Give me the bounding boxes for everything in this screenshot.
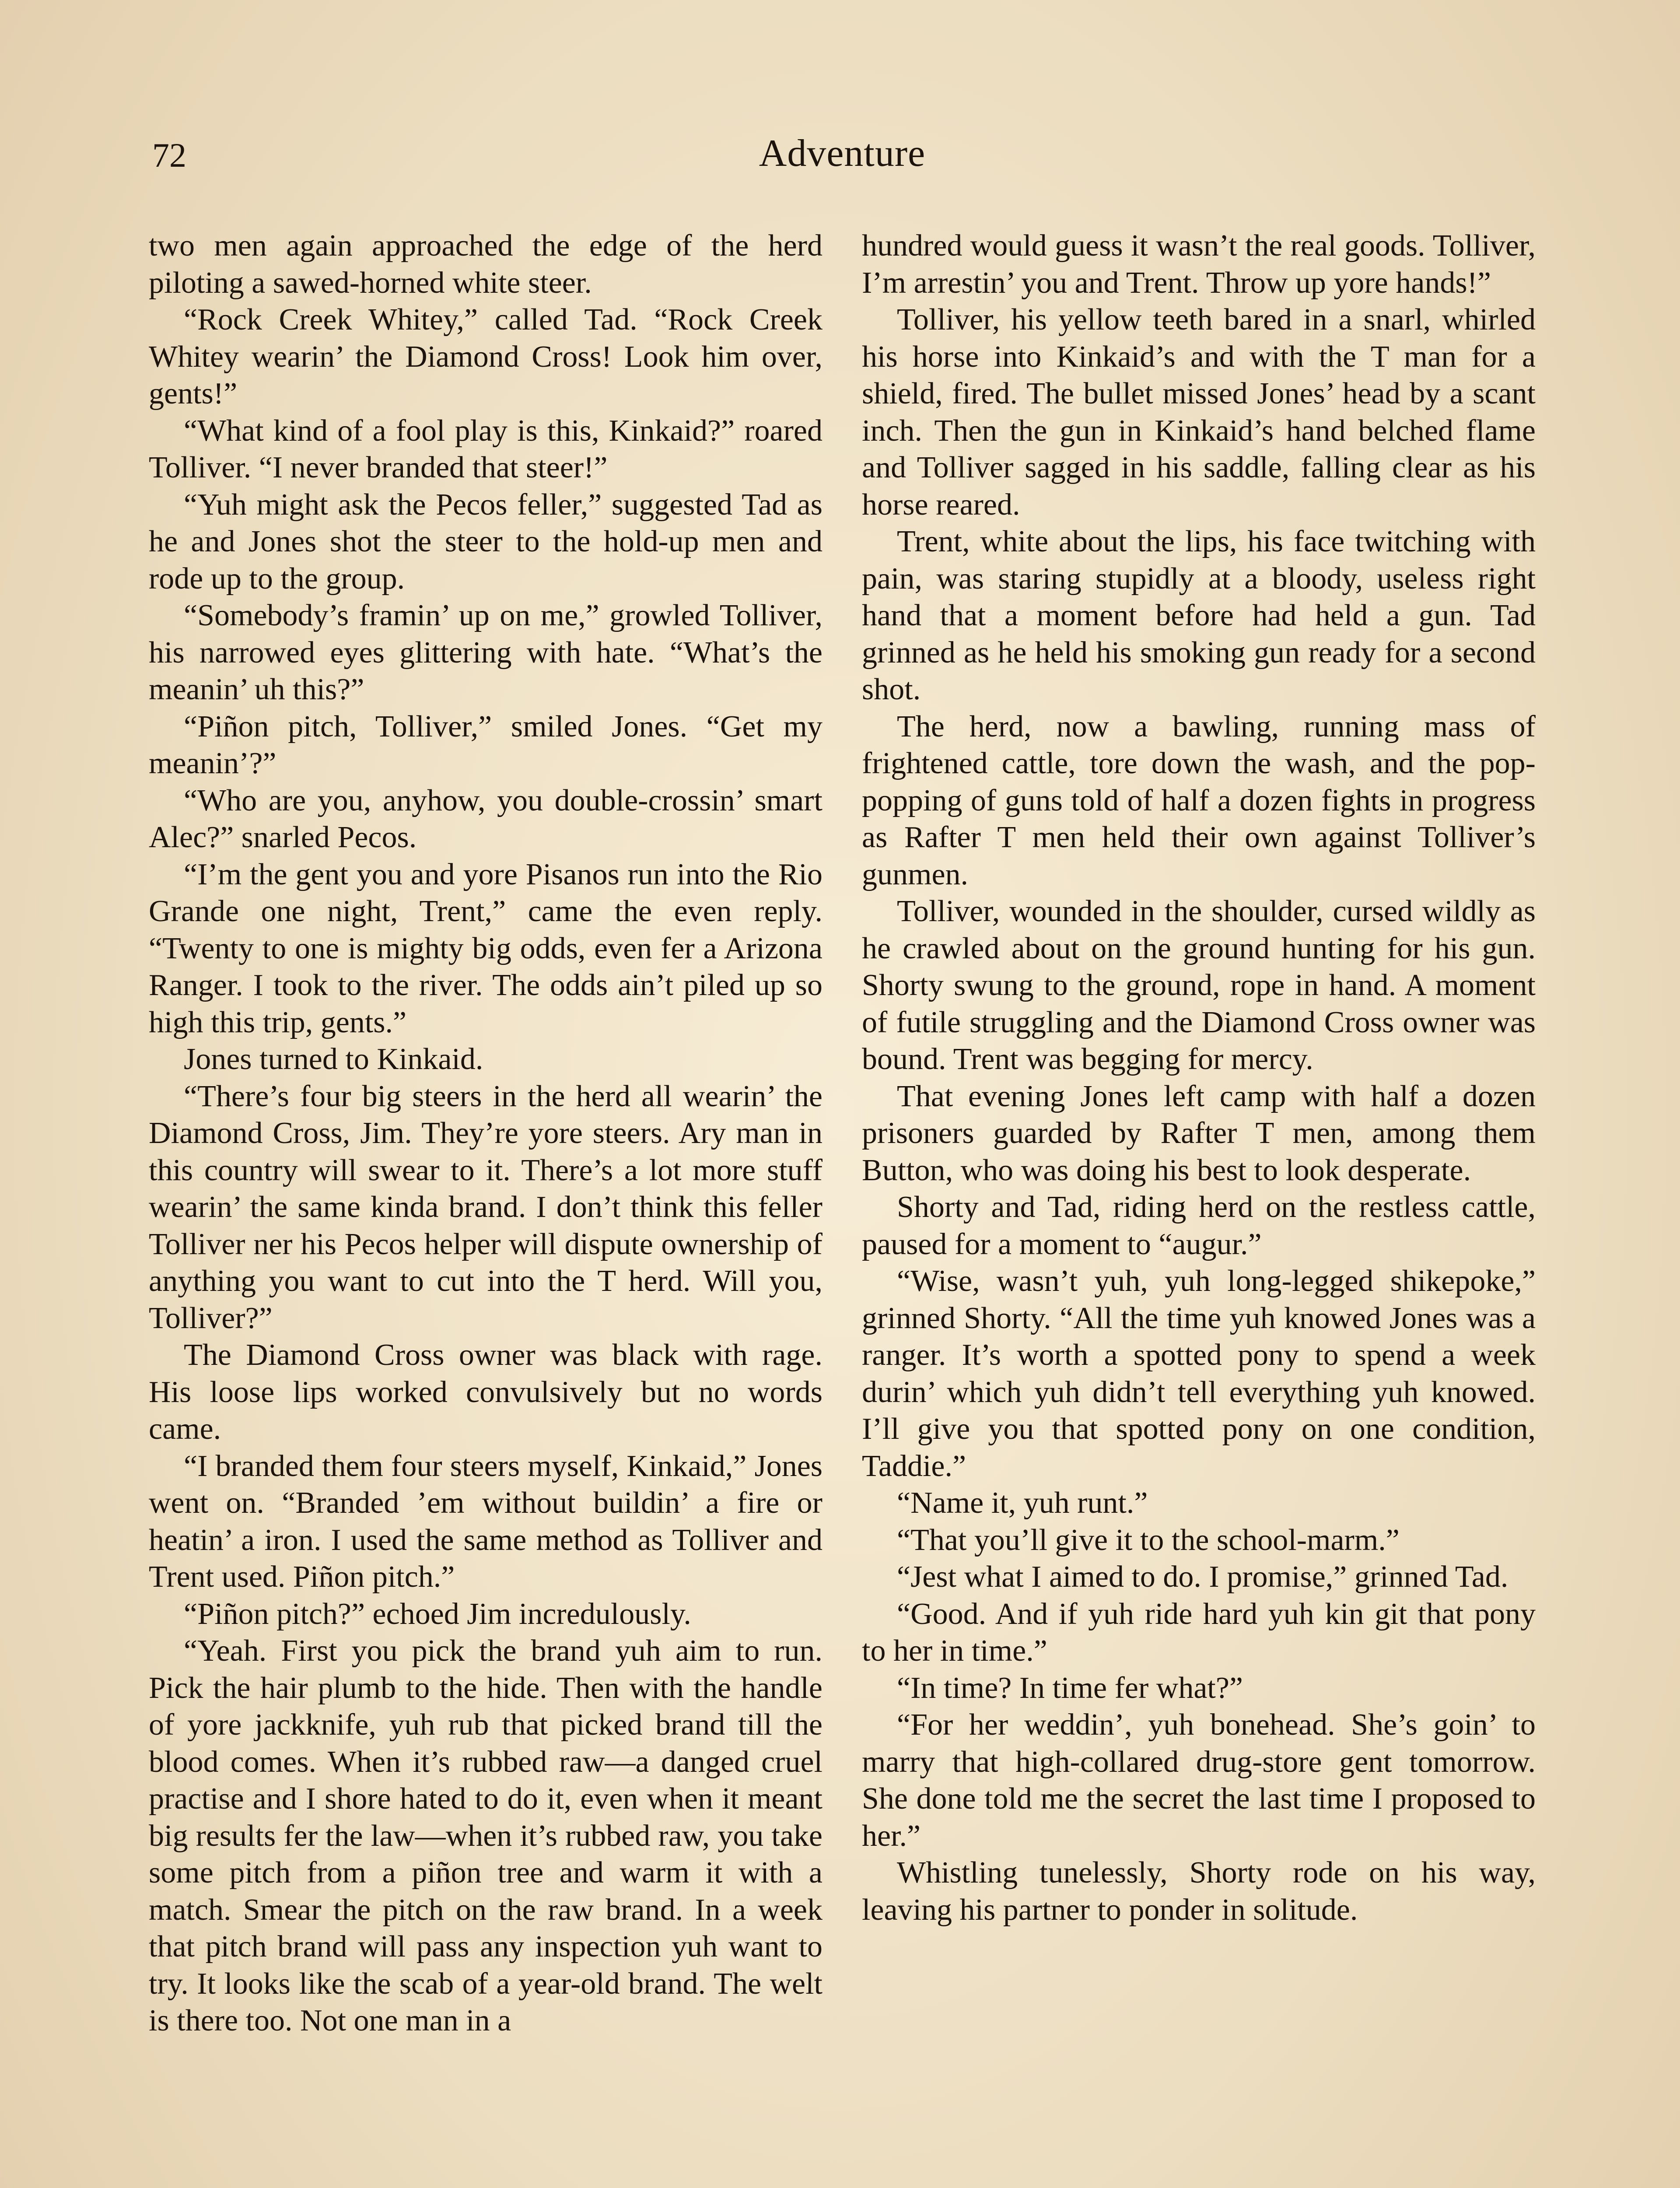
paragraph: “Good. And if yuh ride hard yuh kin git that pony to her in time.” xyxy=(862,1597,1536,1668)
paragraph: “Somebody’s framin’ up on me,” growled Tolliver, his narrowed eyes glittering with hate. “What’s the meanin’ uh this?” xyxy=(149,599,822,706)
paragraph: “Jest what I aimed to do. I promise,” grinned Tad. xyxy=(897,1560,1508,1594)
paragraph: “Piñon pitch?” echoed Jim incredulously. xyxy=(184,1597,691,1631)
paragraph: “I branded them four steers myself, Kinkaid,” Jones went on. “Branded ’em without buildin’ a fire or heatin’ a iron. I used the same method as Tolliver and Trent used. Piñon pitch.” xyxy=(149,1449,822,1594)
paragraph: “Name it, yuh runt.” xyxy=(897,1486,1148,1520)
paragraph: Tolliver, wounded in the shoulder, cursed wildly as he crawled about on the ground hunting for his gun. Shorty swung to the ground, rope in hand. A moment of futile struggling and the Diamond Cross owner was bound. Trent was begging for mercy. xyxy=(862,894,1536,1076)
paragraph: “That you’ll give it to the school-marm.” xyxy=(897,1523,1400,1557)
paragraph: “Piñon pitch, Tolliver,” smiled Jones. “Get my meanin’?” xyxy=(149,709,822,780)
paragraph: “There’s four big steers in the herd all wearin’ the Diamond Cross, Jim. They’re yore steers. Ary man in this country will swear to it. There’s a lot more stuff wearin’ the same kinda brand. I don’t think this feller Tolliver ner his Pecos helper will dispute ownership of anything you want to cut into the T herd. Will you, Tolliver?” xyxy=(149,1079,822,1335)
paragraph: Trent, white about the lips, his face twitching with pain, was staring stupidly at a bloody, useless right hand that a moment before had held a gun. Tad grinned as he held his smoking gun ready for a second shot. xyxy=(862,525,1536,706)
page-number: 72 xyxy=(152,136,186,174)
paragraph: Whistling tunelessly, Shorty rode on his way, leaving his partner to ponder in solitude. xyxy=(862,1856,1536,1927)
paragraph: “Yuh might ask the Pecos feller,” suggested Tad as he and Jones shot the steer to the hold-up men and rode up to the group. xyxy=(149,487,822,596)
paragraph: “Who are you, anyhow, you double-crossin’ smart Alec?” snarled Pecos. xyxy=(149,783,822,854)
left-column xyxy=(149,228,822,2188)
page-header xyxy=(144,131,1540,188)
paragraph: “In time? In time fer what?” xyxy=(897,1671,1243,1705)
running-title: Adventure xyxy=(759,132,926,175)
paragraph: “What kind of a fool play is this, Kinkaid?” roared Tolliver. “I never branded that steer!” xyxy=(149,414,822,484)
paragraph: Jones turned to Kinkaid. xyxy=(184,1042,483,1076)
paragraph: “I’m the gent you and yore Pisanos run into the Rio Grande one night, Trent,” came the even reply. “Twenty to one is mighty big odds, even fer a Arizona Ranger. I took to the river. The odds ain’t piled up so high this trip, gents.” xyxy=(149,857,822,1039)
paragraph: “Yeah. First you pick the brand yuh aim to run. Pick the hair plumb to the hide. Then with the handle of yore jackknife, yuh rub that picked brand till the blood comes. When it’s rubbed raw—a danged cruel practise and I shore hated to do it, even when it meant big results fer the law—when it’s rubbed raw, you take some pitch from a piñon tree and warm it with a match. Smear the pitch on the raw brand. In a week that pitch brand will pass any inspection yuh want to try. It looks like the scab of a year-old brand. The welt is there too. Not one man in a xyxy=(149,1634,822,2037)
paragraph: two men again approached the edge of the herd piloting a sawed-horned white steer. xyxy=(149,229,822,300)
right-column xyxy=(862,228,1536,2188)
paragraph: The Diamond Cross owner was black with rage. His loose lips worked convulsively but no words came. xyxy=(149,1338,822,1446)
paragraph: “Rock Creek Whitey,” called Tad. “Rock Creek Whitey wearin’ the Diamond Cross! Look him over, gents!” xyxy=(149,303,822,410)
paragraph: “For her weddin’, yuh bonehead. She’s goin’ to marry that high-collared drug-store gent tomorrow. She done told me the secret the last time I proposed to her.” xyxy=(862,1708,1536,1853)
paragraph: The herd, now a bawling, running mass of frightened cattle, tore down the wash, and the pop-popping of guns told of half a dozen fights in progress as Rafter T men held their own against Tolliver’s gunmen. xyxy=(862,709,1536,891)
paragraph: “Wise, wasn’t yuh, yuh long-legged shikepoke,” grinned Shorty. “All the time yuh knowed Jones was a ranger. It’s worth a spotted pony to spend a week durin’ which yuh didn’t tell everything yuh knowed. I’ll give you that spotted pony on one condition, Taddie.” xyxy=(862,1264,1536,1483)
paragraph: Tolliver, his yellow teeth bared in a snarl, whirled his horse into Kinkaid’s and with the T man for a shield, fired. The bullet missed Jones’ head by a scant inch. Then the gun in Kinkaid’s hand belched flame and Tolliver sagged in his saddle, falling clear as his horse reared. xyxy=(862,303,1536,522)
paragraph: Shorty and Tad, riding herd on the restless cattle, paused for a moment to “augur.” xyxy=(862,1190,1536,1261)
paragraph: hundred would guess it wasn’t the real goods. Tolliver, I’m arrestin’ you and Trent. Throw up yore hands!” xyxy=(862,229,1536,300)
paragraph: That evening Jones left camp with half a dozen prisoners guarded by Rafter T men, among them Button, who was doing his best to look desperate. xyxy=(862,1079,1536,1187)
